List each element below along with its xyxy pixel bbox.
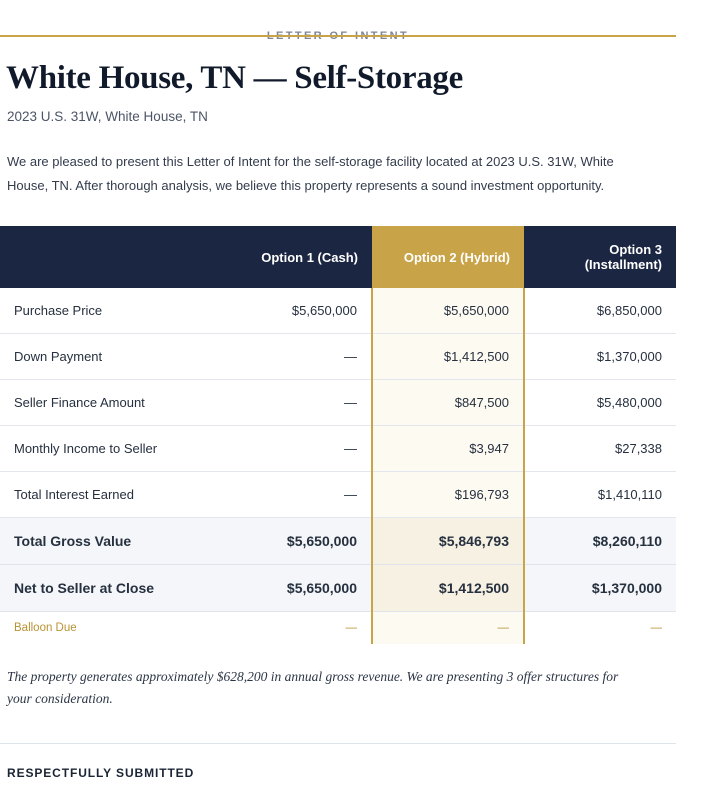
row-label: Total Gross Value xyxy=(0,518,220,565)
cell-option1: $5,650,000 xyxy=(220,518,372,565)
row-label: Purchase Price xyxy=(0,288,220,334)
revenue-note: The property generates approximately $628,200 in annual gross revenue. We are presenting 3 offer structures for your consideration. xyxy=(7,669,619,706)
cell-option1: — xyxy=(220,612,372,645)
cell-option1: — xyxy=(220,472,372,518)
cell-option2: $847,500 xyxy=(372,380,524,426)
property-address: 2023 U.S. 31W, White House, TN xyxy=(7,109,208,124)
cell-option1: — xyxy=(220,426,372,472)
column-header-option1: Option 1 (Cash) xyxy=(220,226,372,288)
offer-comparison-table xyxy=(0,226,676,644)
cell-option1: $5,650,000 xyxy=(220,565,372,612)
cell-option3: $1,410,110 xyxy=(524,472,676,518)
cell-option2: $3,947 xyxy=(372,426,524,472)
cell-option3: $6,850,000 xyxy=(524,288,676,334)
table-row xyxy=(0,380,676,426)
table-row xyxy=(0,472,676,518)
signoff-label: RESPECTFULLY SUBMITTED xyxy=(7,766,195,781)
row-label: Total Interest Earned xyxy=(0,472,220,518)
document-content xyxy=(0,30,701,780)
cell-option1: — xyxy=(220,334,372,380)
top-accent-rule xyxy=(0,35,676,37)
cell-option3: $1,370,000 xyxy=(524,565,676,612)
table-row-balloon-due xyxy=(0,612,676,645)
intro-paragraph: We are pleased to present this Letter of Intent for the self-storage facility located at 2023 U.S. 31W, White House, TN. After thorough analysis, we believe this property represents a sound investment opportunity. xyxy=(7,154,614,194)
table-row xyxy=(0,426,676,472)
table-head xyxy=(0,226,676,288)
letter-of-intent-page xyxy=(0,30,701,806)
cell-option1: $5,650,000 xyxy=(220,288,372,334)
table-row-net-to-seller xyxy=(0,565,676,612)
cell-option3: $5,480,000 xyxy=(524,380,676,426)
section-divider xyxy=(0,743,676,744)
column-header-label xyxy=(0,226,220,288)
table-header-row xyxy=(0,226,676,288)
column-header-option2: Option 2 (Hybrid) xyxy=(372,226,524,288)
cell-option3: $1,370,000 xyxy=(524,334,676,380)
table-row-total-gross-value xyxy=(0,518,676,565)
cell-option2: $5,650,000 xyxy=(372,288,524,334)
cell-option2: $5,846,793 xyxy=(372,518,524,565)
cell-option1: — xyxy=(220,380,372,426)
cell-option2: — xyxy=(372,612,524,645)
row-label: Net to Seller at Close xyxy=(0,565,220,612)
cell-option2: $1,412,500 xyxy=(372,334,524,380)
row-label: Down Payment xyxy=(0,334,220,380)
row-label: Balloon Due xyxy=(0,612,220,645)
column-header-option3: Option 3 (Installment) xyxy=(524,226,676,288)
table-row xyxy=(0,334,676,380)
cell-option3: $8,260,110 xyxy=(524,518,676,565)
table-row xyxy=(0,288,676,334)
row-label: Monthly Income to Seller xyxy=(0,426,220,472)
table-body xyxy=(0,288,676,644)
cell-option3: — xyxy=(524,612,676,645)
page-title: White House, TN — Self-Storage xyxy=(6,60,463,96)
cell-option2: $1,412,500 xyxy=(372,565,524,612)
cell-option2: $196,793 xyxy=(372,472,524,518)
row-label: Seller Finance Amount xyxy=(0,380,220,426)
cell-option3: $27,338 xyxy=(524,426,676,472)
